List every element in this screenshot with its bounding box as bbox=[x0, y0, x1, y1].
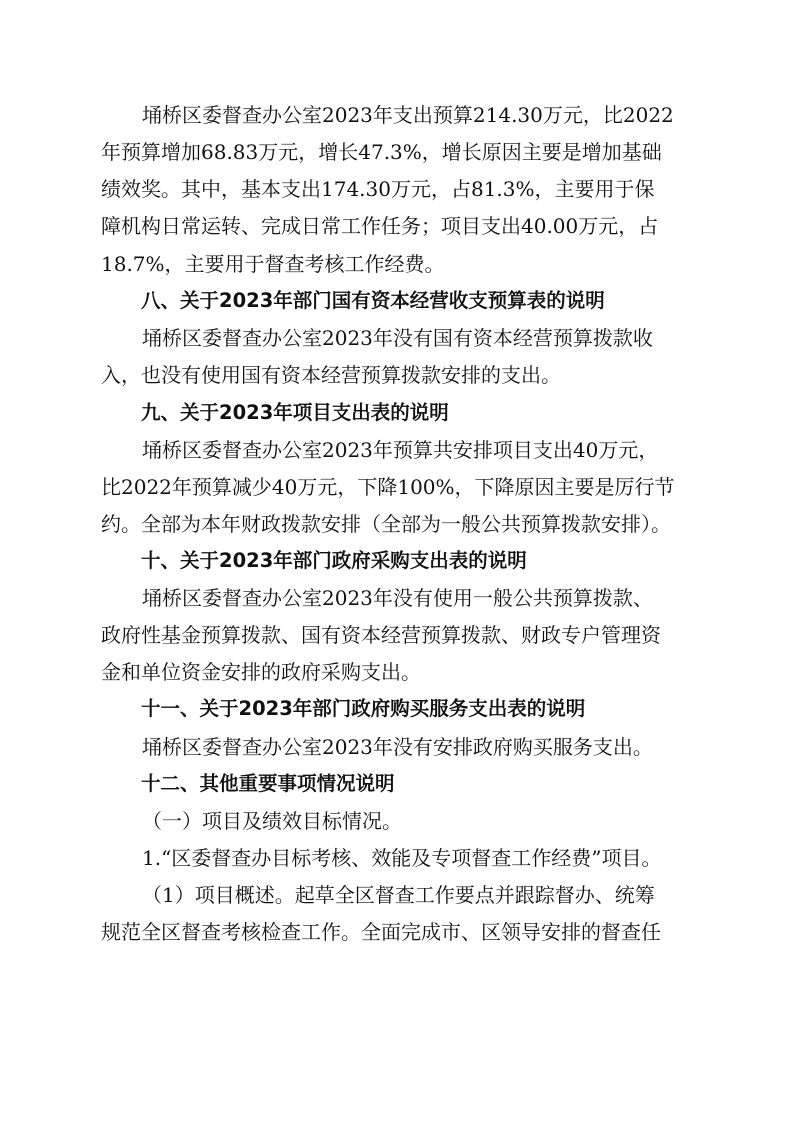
paragraph-line: （一）项目及绩效目标情况。 bbox=[142, 809, 402, 833]
paragraph-line: 埇桥区委督查办公室2023年没有安排政府购买服务支出。 bbox=[142, 735, 653, 759]
paragraph-line: 比2022年预算减少40万元，下降100%，下降原因主要是厉行节 bbox=[101, 475, 675, 499]
paragraph-line: 埇桥区委督查办公室2023年预算共安排项目支出40万元， bbox=[142, 438, 659, 462]
section-heading: 十二、其他重要事项情况说明 bbox=[141, 772, 395, 795]
section-heading: 十、关于2023年部门政府采购支出表的说明 bbox=[141, 549, 527, 572]
paragraph-line: 政府性基金预算拨款、国有资本经营预算拨款、财政专户管理资 bbox=[101, 623, 661, 647]
section-heading: 十一、关于2023年部门政府购买服务支出表的说明 bbox=[141, 697, 586, 720]
paragraph-line: （1）项目概述。起草全区督查工作要点并跟踪督办、统筹 bbox=[142, 883, 655, 907]
paragraph-line: 规范全区督查考核检查工作。全面完成市、区领导安排的督查任 bbox=[101, 920, 661, 944]
paragraph-line: 金和单位资金安排的政府采购支出。 bbox=[101, 660, 421, 684]
paragraph-line: 埇桥区委督查办公室2023年没有国有资本经营预算拨款收 bbox=[142, 326, 653, 350]
paragraph-line: 年预算增加68.83万元，增长47.3%，增长原因主要是增加基础 bbox=[101, 140, 662, 164]
paragraph-line: 障机构日常运转、完成日常工作任务；项目支出40.00万元，占 bbox=[101, 214, 659, 238]
paragraph-line: 1.“区委督查办目标考核、效能及专项督查工作经费”项目。 bbox=[142, 846, 662, 870]
paragraph-line: 绩效奖。其中，基本支出174.30万元，占81.3%，主要用于保 bbox=[101, 177, 655, 201]
paragraph-line: 约。全部为本年财政拨款安排（全部为一般公共预算拨款安排）。 bbox=[101, 512, 671, 536]
section-heading: 九、关于2023年项目支出表的说明 bbox=[141, 401, 449, 424]
section-heading: 八、关于2023年部门国有资本经营收支预算表的说明 bbox=[141, 289, 605, 312]
paragraph-line: 入，也没有使用国有资本经营预算拨款安排的支出。 bbox=[101, 363, 561, 387]
paragraph-line: 18.7%，主要用于督查考核工作经费。 bbox=[101, 252, 445, 276]
paragraph-line: 埇桥区委督查办公室2023年没有使用一般公共预算拨款、 bbox=[142, 586, 653, 610]
paragraph-line: 埇桥区委督查办公室2023年支出预算214.30万元，比2022 bbox=[142, 103, 674, 127]
